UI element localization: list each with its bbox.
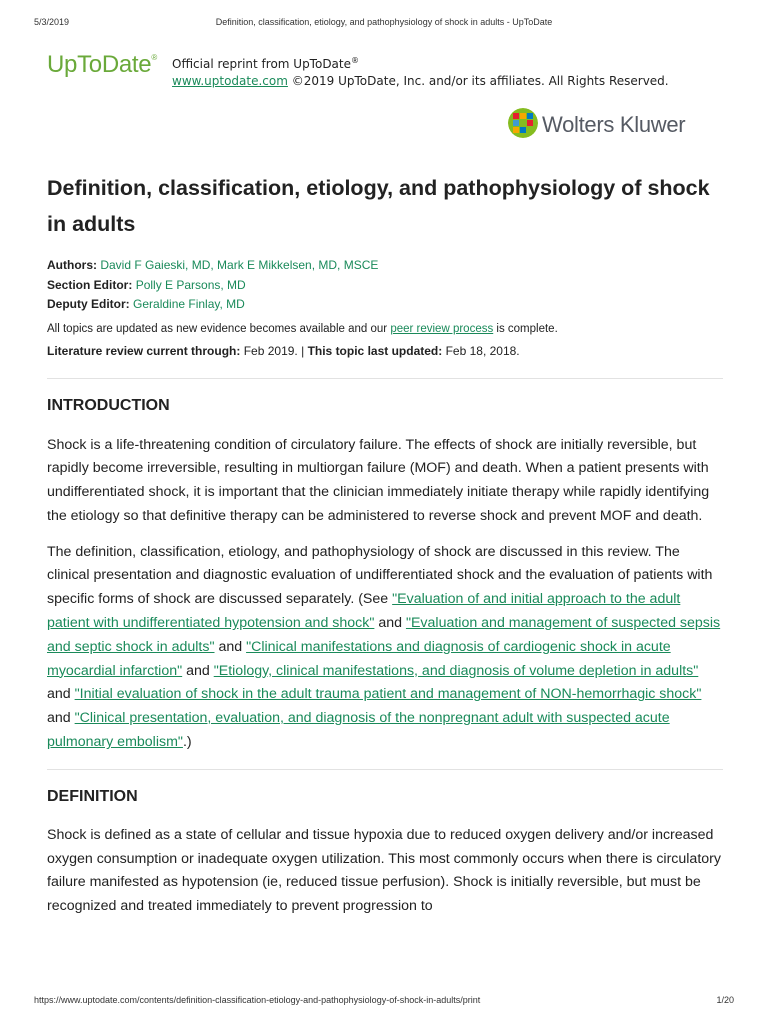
article-credits bbox=[47, 256, 723, 315]
section-editor-link[interactable]: Polly E Parsons, MD bbox=[135, 277, 246, 292]
logo-mark: ® bbox=[151, 53, 157, 62]
conjunction: and bbox=[214, 638, 247, 655]
uptodate-logo[interactable] bbox=[47, 51, 157, 79]
print-title: Definition, classification, etiology, and pathophysiology of shock in adults - UpToDate bbox=[215, 17, 553, 27]
conjunction: and bbox=[374, 615, 406, 632]
conjunction: and bbox=[47, 686, 75, 703]
last-updated-label: This topic last updated: bbox=[307, 343, 443, 358]
introduction-heading: INTRODUCTION bbox=[47, 396, 170, 414]
authors-label: Authors: bbox=[47, 258, 97, 272]
print-url: https://www.uptodate.com/contents/definition-classification-etiology-and-pathophysiology-of-shock-in-adults/print bbox=[34, 995, 481, 1005]
wolters-kluwer-logo bbox=[508, 108, 718, 140]
lit-review-value: Feb 2019. bbox=[243, 343, 298, 358]
date-separator: | bbox=[297, 343, 308, 358]
last-updated-value: Feb 18, 2018. bbox=[445, 343, 520, 358]
copyright: ©2019 UpToDate, Inc. and/or its affiliates. All Rights Reserved. bbox=[291, 74, 669, 88]
topic-link-undifferentiated-shock[interactable]: "Evaluation of and initial approach to the adult patient with undifferentiated hypotension and shock" bbox=[47, 591, 681, 632]
reprint-line: Official reprint from UpToDate bbox=[172, 57, 351, 71]
section-divider bbox=[47, 769, 723, 770]
print-date: 5/3/2019 bbox=[34, 17, 70, 27]
publisher-name: Wolters Kluwer bbox=[542, 112, 686, 137]
wolters-kluwer-globe-icon bbox=[508, 108, 538, 138]
update-note bbox=[47, 323, 723, 335]
article-body bbox=[47, 170, 723, 919]
site-link[interactable]: www.uptodate.com bbox=[172, 74, 288, 88]
page-number: 1/20 bbox=[716, 995, 734, 1005]
conjunction: and bbox=[182, 662, 214, 679]
update-note-text: All topics are updated as new evidence becomes available and our bbox=[47, 322, 391, 335]
section-editor-label: Section Editor: bbox=[47, 277, 133, 292]
authors-link[interactable]: David F Gaieski, MD, Mark E Mikkelsen, MD, MSCE bbox=[100, 258, 379, 272]
intro-paragraph-1: Shock is a life-threatening condition of circulatory failure. The effects of shock are initially reversible, but rapidly become irreversible, resulting in multiorgan failure (MOF) and death. When a patient presents with undifferentiated shock, it is important that the clinician immediately initiate therapy while rapidly identifying the etiology so that definitive therapy can be administered to reverse shock and prevent MOF and death. bbox=[47, 436, 710, 524]
reprint-notice bbox=[172, 52, 669, 90]
topic-link-volume-depletion[interactable]: "Etiology, clinical manifestations, and diagnosis of volume depletion in adults" bbox=[213, 662, 699, 679]
topic-link-trauma-shock[interactable]: "Initial evaluation of shock in the adult trauma patient and management of NON-hemorrhagic shock" bbox=[74, 686, 702, 703]
update-note-tail: is complete. bbox=[493, 322, 558, 335]
lit-review-label: Literature review current through: bbox=[47, 343, 241, 358]
section-divider bbox=[47, 378, 723, 379]
print-footer bbox=[34, 995, 734, 1007]
topic-link-cardiogenic-shock[interactable]: "Clinical manifestations and diagnosis of cardiogenic shock in acute myocardial infarction" bbox=[47, 638, 671, 679]
intro-p2-text: The definition, classification, etiology, and pathophysiology of shock are discussed in this review. The clinical presentation and diagnostic evaluation of undifferentiated shock and the evaluation of patients with specific forms of shock are discussed separately. (See bbox=[47, 543, 713, 608]
reprint-mark: ® bbox=[351, 56, 359, 65]
review-dates bbox=[47, 344, 723, 358]
print-header bbox=[34, 17, 734, 29]
topic-link-pulmonary-embolism[interactable]: "Clinical presentation, evaluation, and diagnosis of the nonpregnant adult with suspected acute pulmonary embolism" bbox=[47, 710, 670, 751]
definition-heading: DEFINITION bbox=[47, 787, 138, 805]
definition-paragraph-1: Shock is defined as a state of cellular and tissue hypoxia due to reduced oxygen delivery and/or increased oxygen consumption or inadequate oxygen utilization. This most commonly occurs when there is circulatory failure manifested as hypotension (ie, reduced tissue perfusion). Shock is initially reversible, but must be recognized and treated immediately to prevent progression to bbox=[47, 826, 721, 915]
topic-link-septic-shock[interactable]: "Evaluation and management of suspected sepsis and septic shock in adults" bbox=[47, 615, 721, 655]
conjunction: and bbox=[47, 710, 75, 727]
intro-paragraph-2 bbox=[47, 541, 723, 755]
article-title: Definition, classification, etiology, and pathophysiology of shock in adults bbox=[47, 176, 710, 236]
deputy-editor-link[interactable]: Geraldine Finlay, MD bbox=[133, 297, 245, 311]
peer-review-link[interactable]: peer review process bbox=[390, 322, 494, 335]
intro-p2-tail: .) bbox=[182, 734, 192, 751]
deputy-editor-label: Deputy Editor: bbox=[47, 297, 130, 311]
logo-text: UpToDate bbox=[47, 51, 152, 78]
